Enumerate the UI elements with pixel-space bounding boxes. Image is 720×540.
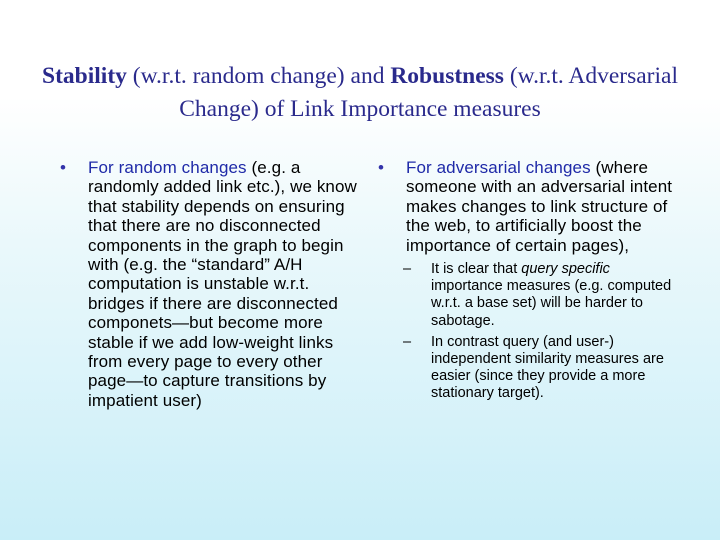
sub-item-post: importance measures (e.g. computed w.r.t. a base set) will be harder to sabotage. (431, 278, 672, 329)
sub-item-pre: In contrast query (and user-) independent similarity measures are easier (since they provide a more stationary target). (431, 333, 664, 402)
left-bullet-item (60, 158, 360, 410)
right-body: (where someone with an adversarial intent makes changes to link structure of the web, to artificially boost the importance of certain pages), (406, 158, 673, 255)
bullet-icon: • (378, 158, 384, 177)
title-part-2: (w.r.t. random change) and (126, 63, 391, 89)
title-robustness: Robustness (390, 63, 504, 89)
left-body: (e.g. a randomly added link etc.), we know that stability depends on ensuring that there are no disconnected components in the graph to begin with (e.g. the “standard” A/H computation is unstable w.r.t. bridges if there are disconnected componets—but become more stable if we add low-weight links from every page to every other page—to capture transitions by impatient user) (88, 158, 357, 410)
sub-item-query-independent (403, 334, 678, 403)
dash-icon: – (403, 333, 412, 350)
right-lead: For adversarial changes (406, 158, 591, 177)
dash-icon: – (403, 261, 412, 278)
sub-item-emphasis: query specific (521, 261, 610, 278)
left-lead: For random changes (88, 158, 247, 177)
sub-item-pre: It is clear that (431, 261, 522, 278)
sub-item-text (431, 261, 678, 330)
right-column (378, 158, 678, 407)
right-bullet-item (378, 158, 678, 255)
title-part-4: (w.r.t. Adversarial Change) of Link Importance measures (179, 63, 678, 122)
sub-item-query-specific (403, 261, 678, 330)
right-sub-list (403, 261, 678, 403)
sub-item-text (431, 334, 678, 403)
bullet-icon: • (60, 158, 66, 177)
left-column (60, 158, 360, 410)
slide-title (20, 60, 700, 126)
left-bullet-text (88, 158, 360, 410)
right-bullet-text (406, 158, 678, 255)
title-stability: Stability (42, 63, 127, 89)
